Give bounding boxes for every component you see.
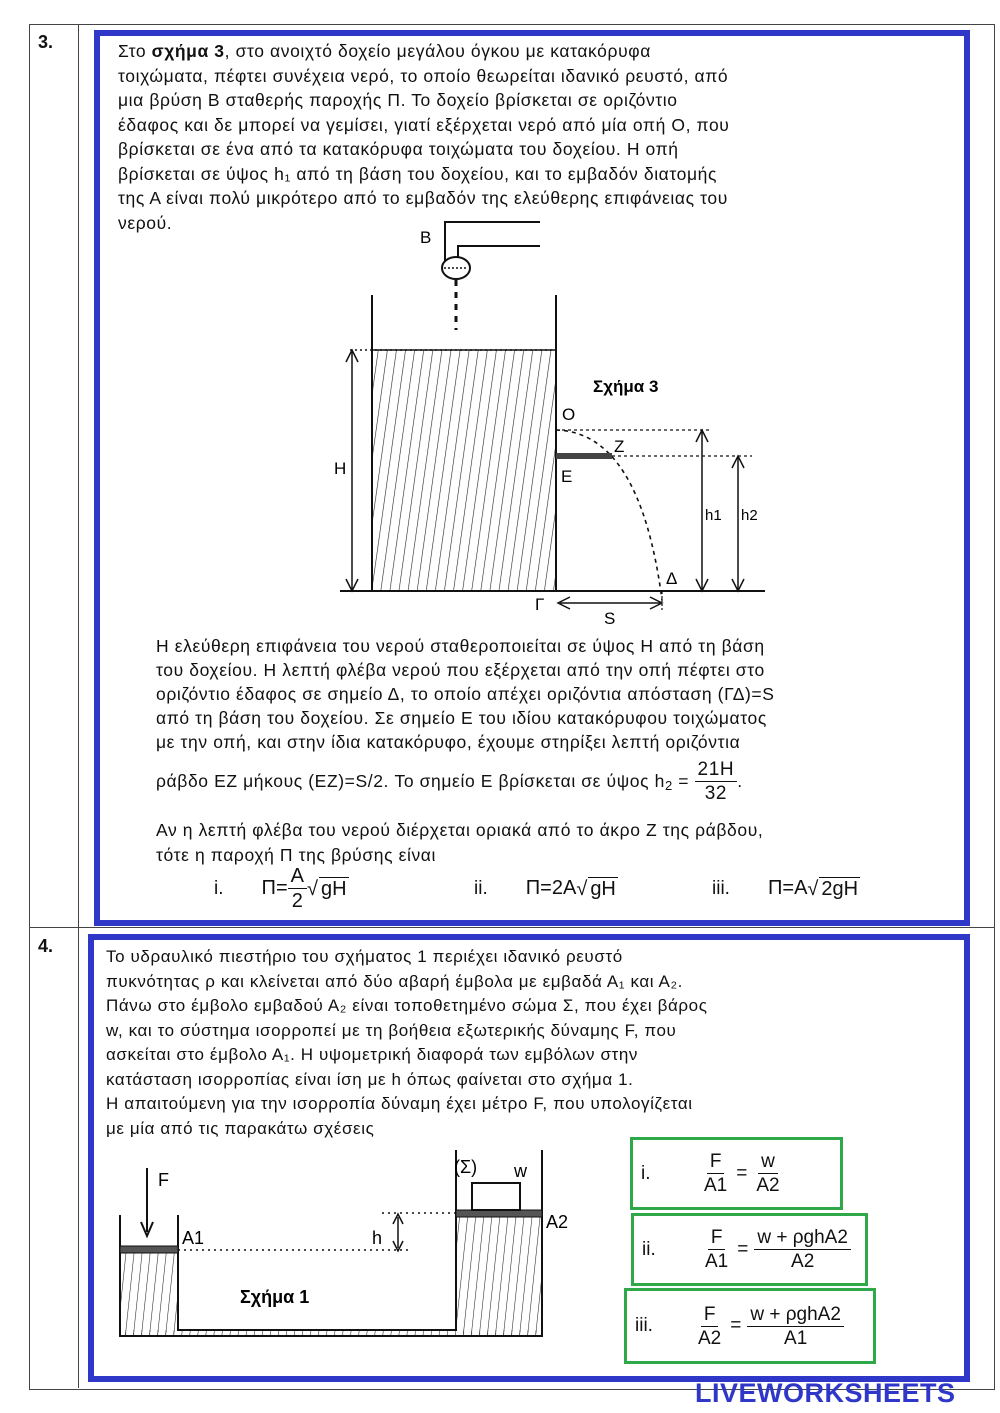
label-h: h: [372, 1228, 383, 1248]
table-column-divider: [78, 24, 79, 1388]
label-S: S: [604, 609, 616, 628]
figure-3-title: Σχήμα 3: [593, 377, 659, 396]
q3-body-text: Η ελεύθερη επιφάνεια του νερού σταθεροποιείται σε ύψος Η από τη βάση του δοχείου. Η λεπτή φλέβα νερού που εξέρχεται από την οπή πέφτει στο οριζόντιο έδαφος σε σημείο Δ, το οποίο απέχει οριζόντια απόσταση (ΓΔ)=S από τη βάση του δοχείου. Σε σημείο Ε του ιδίου κατακόρυφου τοιχώματος με την οπή, και στην ίδια κατακόρυφο, έχουμε στηρίξει λεπτή οριζόντια: [156, 636, 775, 752]
label-F: F: [158, 1170, 169, 1190]
label-A1: A1: [182, 1228, 205, 1248]
q3-question-text: Αν η λεπτή φλέβα του νερού διέρχεται οριακά από το άκρο Ζ της ράβδου, τότε η παροχή Π της βρύσης είναι: [156, 820, 764, 865]
q3-option-ii[interactable]: ii. Π=2A √ gH: [474, 877, 616, 900]
figure-1-diagram: [110, 1145, 590, 1345]
piston-A2: [456, 1210, 542, 1217]
label-Z: Ζ: [614, 437, 625, 456]
label-sigma: (Σ): [454, 1157, 478, 1177]
q4-option-ii[interactable]: ii. $\frac{F}{A1}$ = $\frac{\text{w + ρghA2}}{A2}$: [631, 1213, 868, 1286]
figure-1-title: Σχήμα 1: [240, 1287, 310, 1307]
q3-options: [214, 866, 860, 911]
label-Delta: Δ: [666, 569, 678, 588]
q3-intro-text: Στο σχήμα 3, στο ανοιχτό δοχείο μεγάλου όγκου με κατακόρυφα τοιχώματα, πέφτει συνέχεια νερό, το οποίο θεωρείται ιδανικό ρευστό, από μια βρύση Β σταθερής παροχής Π. Το δοχείο βρίσκεται σε οριζόντιο έδαφος και δε μπορεί να γεμίσει, γιατί εξέρχεται νερό από μία οπή Ο, που βρίσκεται σε ένα από τα κατακόρυφα τοιχώματα του δοχείου. Η οπή βρίσκεται σε ύψος h₁ από τη βάση του δοχείου, και το εμβαδόν διατομής της Α είναι πολύ μικρότερο από το εμβαδόν της ελεύθερης επιφάνειας του νερού.: [118, 41, 730, 233]
label-w: w: [514, 1161, 527, 1181]
question-3-number: 3.: [38, 32, 54, 52]
label-O: Ο: [562, 405, 576, 424]
label-H: Η: [334, 459, 347, 478]
label-h2: h2: [741, 507, 758, 524]
q4-option-i[interactable]: i. $\frac{F}{A1}$ = $\frac{w}{A2}$: [630, 1137, 843, 1210]
question-4-number: 4.: [38, 936, 54, 956]
label-h1: h1: [705, 507, 722, 524]
piston-A1: [120, 1246, 178, 1253]
label-E: Ε: [561, 467, 573, 486]
tap-label: Β: [420, 228, 432, 247]
figure-3-diagram: [320, 220, 780, 630]
q4-text: Το υδραυλικό πιεστήριο του σχήματος 1 περιέχει ιδανικό ρευστό πυκνότητας ρ και κλείνεται από δύο αβαρή έμβολα με εμβαδά Α₁ και Α₂. Πάνω στο έμβολο εμβαδού Α₂ είναι τοποθετημένο σώμα Σ, που έχει βάρος w, και το σύστημα ισορροπεί με τη βοήθεια εξωτερικής δύναμης F, που ασκείται στο έμβολο Α₁. Η υψομετρική διαφορά των εμβόλων στην κατάσταση ισορροπίας είναι ίση με h όπως φαίνεται στο σχήμα 1. Η απαιτούμενη για την ισορροπία δύναμη έχει μέτρο F, που υπολογίζεται με μία από τις παρακάτω σχέσεις: [106, 947, 708, 1138]
q3-option-i[interactable]: i. Π= $\frac{A}{2}$ √ gH: [214, 865, 347, 912]
rod-EZ: [556, 453, 612, 459]
label-Gamma: Γ: [535, 595, 545, 614]
q3-h2-line: ράβδο ΕΖ μήκους (ΕΖ)=S/2. Το σημείο Ε βρίσκεται σε ύψος h $_2$ = $\frac{21H}{32}$ .: [156, 759, 743, 804]
table-row-divider: [29, 927, 994, 928]
water-fill: [373, 350, 555, 591]
label-A2: A2: [546, 1212, 569, 1232]
q4-option-iii[interactable]: iii. $\frac{F}{A2}$ = $\frac{\text{w + ρghA2}}{A1}$: [624, 1288, 876, 1364]
liveworksheets-logo[interactable]: LIVEWORKSHEETS: [695, 1378, 956, 1408]
body-sigma: [472, 1183, 520, 1210]
q3-option-iii[interactable]: iii. Π=A √ 2gH: [712, 877, 859, 900]
